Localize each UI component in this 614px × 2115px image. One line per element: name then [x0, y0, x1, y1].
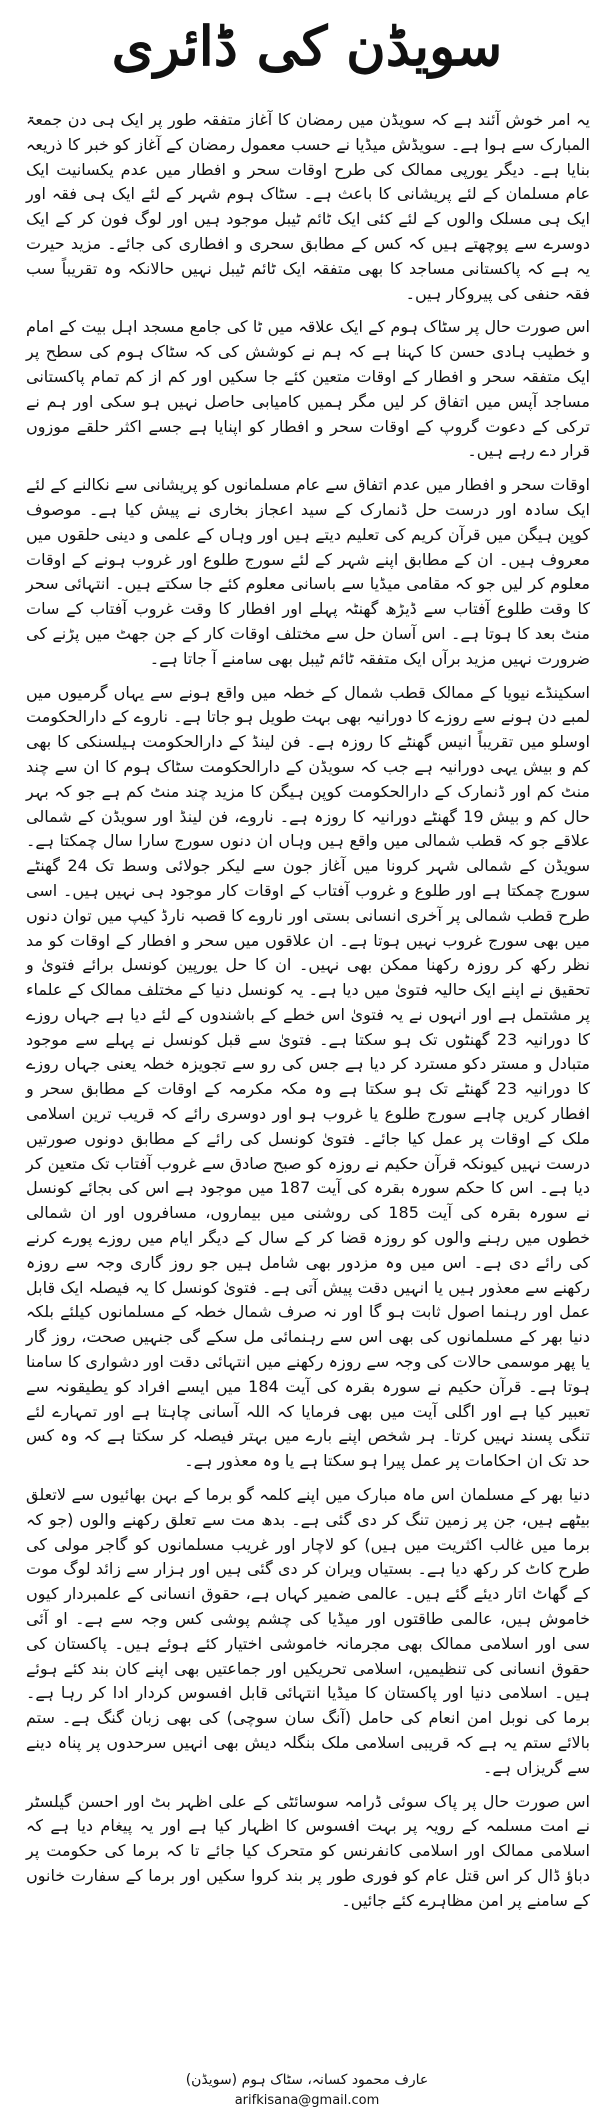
column-title: سویڈن کی ڈائری [111, 14, 503, 78]
article-body [26, 108, 590, 1923]
paragraph: دنیا بھر کے مسلمان اس ماہ مبارک میں اپنے کلمہ گو برما کے بہن بھائیوں سے لاتعلق بیٹھے ہیں، جن پر زمین تنگ کر دی گئی ہے۔ بدھ مت سے تعلق رکھنے والوں (جو کہ برما میں غالب اکثریت میں ہیں) کو لاچار اور غریب مسلمانوں کو گاجر مولی کی طرح کاٹ کر رکھ دیا ہے۔ بستیاں ویران کر دی گئی ہیں اور ہزار سے زائد لوگ موت کے گھاٹ اتار دیئے گئے ہیں۔ عالمی ضمیر کہاں ہے، حقوق انسانی کے علمبردار کیوں خاموش ہیں، عالمی طاقتوں اور میڈیا کی چشم پوشی کس وجہ سے ہے۔ او آئی سی اور اسلامی ممالک بھی مجرمانہ خاموشی اختیار کئے ہوئے ہیں۔ پاکستان کی حقوق انسانی کی تنظیمیں، اسلامی تحریکیں اور جماعتیں بھی اپنے کان بند کئے ہوئے ہیں۔ اسلامی دنیا اور پاکستان کا میڈیا انتہائی قابل افسوس کردار ادا کر رہا ہے۔ برما کی نوبل امن انعام کی حامل (آنگ سان سوچی) کی بھی زبان گنگ ہے۔ ستم بالائے ستم یہ ہے کہ قریبی اسلامی ملک بنگلہ دیش بھی انہیں سرحدوں پر پناہ دینے سے گریزاں ہے۔ [26, 1485, 590, 1777]
paragraph: اس صورت حال پر پاک سوئی ڈرامہ سوسائٹی کے علی اظہر بٹ اور احسن گیلسٹر نے امت مسلمہ کے رویہ پر بہت افسوس کا اظہار کیا ہے اور یہ پیغام دیا ہے کہ اسلامی ممالک اور اسلامی کانفرنس کو متحرک کیا جائے تا کہ برما کی حکومت پر دباؤ ڈال کر اس قتل عام کو فوری طور پر بند کروا سکیں اور برما کے سفارت خانوں کے سامنے پر امن مظاہرے کئے جائیں۔ [26, 1791, 590, 1910]
paragraph: اسکینڈے نیویا کے ممالک قطب شمال کے خطہ میں واقع ہونے سے یہاں گرمیوں میں لمبے دن ہونے سے روزے کا دورانیہ بھی بہت طویل ہو جاتا ہے۔ ناروے کے دارالحکومت اوسلو میں تقریباً انیس گھنٹے کا روزہ ہے۔ فن لینڈ کے دارالحکومت ہیلسنکی کا بھی کم و بیش یہی دورانیہ ہے جب کہ سویڈن کے دارالحکومت سٹاک ہوم کا ان سے چند منٹ کم اور ڈنمارک کے دارالحکومت کوپن ہیگن کا مزید چند منٹ کم ہے جو کہ بہر حال کم و بیش 19 گھنٹے دورانیہ کا روزہ ہے۔ ناروے، فن لینڈ اور سویڈن کے شمالی علاقے جو کہ قطب شمالی میں واقع ہیں وہاں ان دنوں سورج سارا سال چمکتا ہے۔ سویڈن کے شمالی شہر کرونا میں آغاز جون سے لیکر جولائی وسط تک 24 گھنٹے سورج چمکتا ہے اور طلوع و غروب آفتاب کے اوقات کار موجود ہی نہیں ہیں۔ اسی طرح قطب شمالی پر آخری انسانی بستی اور ناروے کا قصبہ نارڈ کیپ میں توان دنوں میں بھی سورج غروب نہیں ہوتا ہے۔ ان علاقوں میں سحر و افطار کے اوقات کو مد نظر رکھ کر روزہ رکھنا ممکن بھی نہیں۔ ان کا حل یورپین کونسل برائے فتویٰ و تحقیق نے اپنے ایک حالیہ فتویٰ میں دیا ہے۔ یہ کونسل دنیا کے مختلف ممالک کے علماء پر مشتمل ہے اور انہوں نے یہ فتویٰ اس خطے کے باشندوں کے لئے دیا ہے جہاں روزے کا دورانیہ 23 گھنٹوں تک ہو سکتا ہے۔ فتویٰ سے قبل کونسل نے پہلے سے موجود متبادل و مستر دکو مسترد کر دیا ہے جس کی رو سے تجویزہ خطہ یعنی جہاں روزے کا دورانیہ 23 گھنٹے تک ہو سکتا ہے وہ مکہ مکرمہ کے اوقات کے مطابق سحر و افطار کریں چاہے سورج طلوع یا غروب ہو اور دوسری رائے کہ قریب ترین اسلامی ملک کے اوقات پر عمل کیا جائے۔ فتویٰ کونسل کی رائے کے مطابق دونوں صورتیں درست نہیں کیونکہ قرآن حکیم نے روزہ کو صبح صادق سے غروب آفتاب تک متعین کر دیا ہے۔ اس کا حکم سورہ بقرہ کی آیت 187 میں موجود ہے اس کی بجائے کونسل نے سورہ بقرہ کی آیت 185 کی روشنی میں بیماروں، مسافروں اور ان شمالی خطوں میں رہنے والوں کو روزہ قضا کر کے سال کے دیگر ایام میں روزے پورے کرنے کی رائے دی ہے۔ اس میں وہ مزدور بھی شامل ہیں جو روز گاری وجہ سے روزہ رکھنے سے معذور ہیں یا انہیں دقت پیش آتی ہے۔ فتویٰ کونسل کا یہ فیصلہ ایک قابل عمل اور رہنما اصول ثابت ہو گا اور نہ صرف شمال خطہ کے مسلمانوں کیلئے بلکہ دنیا بھر کے مسلمانوں کی بھی اس سے رہنمائی مل سکے گی جنہیں صحت، روز گار یا پھر موسمی حالات کی وجہ سے روزہ رکھنے میں انتہائی دقت اور دشواری کا سامنا ہوتا ہے۔ قرآن حکیم نے سورہ بقرہ کی آیت 184 میں ایسے افراد کو یطیقونہ سے تعبیر کیا ہے اور اگلی آیت میں بھی فرمایا کہ اللہ آسانی چاہتا ہے اور تمہارے لئے تنگی پسند نہیں کرتا۔ ہر شخص اپنے بارے میں بہتر فیصلہ کر سکتا ہے کہ وہ کس حد تک ان احکامات پر عمل پیرا ہو سکتا ہے یا وہ معذور ہے۔ [26, 682, 591, 1471]
author-byline: عارف محمود کسانہ، سٹاک ہوم (سویڈن) [185, 2072, 429, 2088]
paragraph: اوقات سحر و افطار میں عدم اتفاق سے عام مسلمانوں کو پریشانی سے نکالنے کے لئے ایک سادہ اور درست حل ڈنمارک کے سید اعجاز بخاری نے پیش کیا ہے۔ موصوف کوپن ہیگن میں قرآن کریم کی تعلیم دیتے ہیں اور وہاں کے علمی و دینی حلقوں میں معروف ہیں۔ ان کے مطابق اپنے شہر کے لئے سورج طلوع اور غروب ہونے کے اوقات معلوم کر لیں جو کہ مقامی میڈیا سے باسانی معلوم کئے جا سکتے ہیں۔ انتہائی سحر کا وقت طلوع آفتاب سے ڈیڑھ گھنٹہ پہلے اور افطار کا وقت غروب آفتاب کے سات منٹ بعد کا ہوتا ہے۔ اس آسان حل سے مختلف اوقات کار کے جن جھٹ میں پڑنے کی ضرورت نہیں مزید برآں ایک متفقہ ٹائم ٹیبل بھی سامنے آ جاتا ہے۔ [26, 475, 590, 668]
paragraph: یہ امر خوش آئند ہے کہ سویڈن میں رمضان کا آغاز متفقہ طور پر ایک ہی دن جمعۃ المبارک سے ہوا ہے۔ سویڈش میڈیا نے حسب معمول رمضان کے آغاز کو خبر کا ذریعہ بنایا ہے۔ دیگر یورپی ممالک کی طرح اوقات سحر و افطار میں عدم یکسانیت ایک عام مسلمان کے لئے پریشانی کا باعث ہے۔ سٹاک ہوم شہر کے لئے ایک ہی فقہ اور ایک ہی مسلک والوں کے لئے کئی ایک ٹائم ٹیبل موجود ہیں اور لوگ فون کر کے ایک دوسرے سے پوچھتے ہیں کہ کس کے مطابق سحری و افطاری کی جائے۔ مزید حیرت یہ ہے کہ پاکستانی مساجد کا بھی متفقہ ایک ٹائم ٹیبل نہیں حالانکہ وہ تقریباً سب فقہ حنفی کی پیروکار ہیں۔ [26, 110, 590, 303]
author-email[interactable]: arifkisana@gmail.com [234, 2093, 380, 2108]
paragraph: اس صورت حال پر سٹاک ہوم کے ایک علاقہ میں ٹا کی جامع مسجد اہل بیت کے امام و خطیب ہادی حسن کا کہنا ہے کہ ہم نے کوشش کی کہ سٹاک ہوم کی سطح پر ایک متفقہ سحر و افطار کے اوقات متعین کئے جا سکیں اور کم از کم تمام پاکستانی مساجد آپس میں اتفاق کر لیں مگر ہمیں کامیابی حاصل نہیں ہو سکی اور ہم نے ترکی کے دعوت گروپ کے اوقات سحر و افطار کو اپنایا ہے جسے اکثر حلقے موزوں قرار دے رہے ہیں۔ [26, 317, 590, 461]
